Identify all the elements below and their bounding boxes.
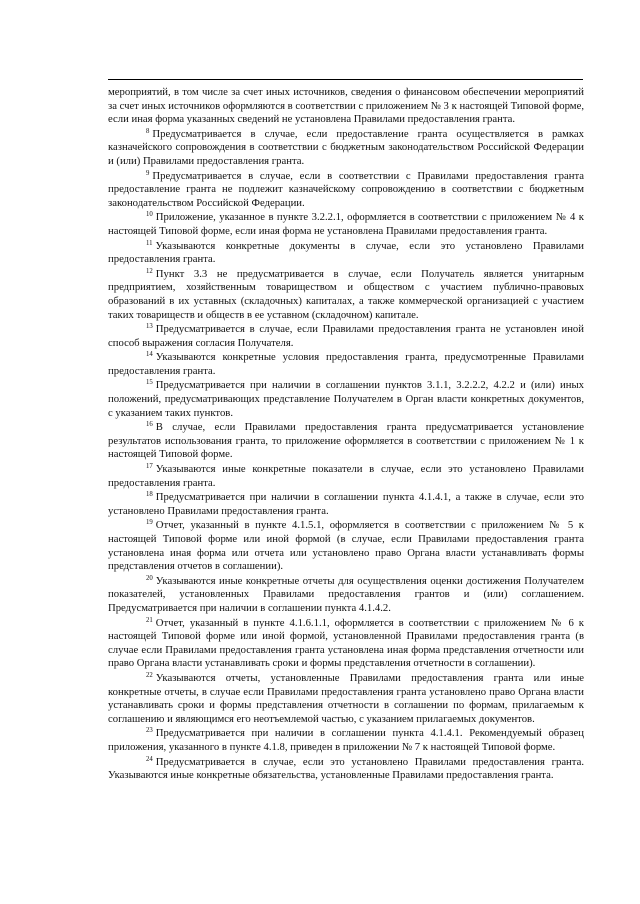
footnote-number: 12 — [146, 267, 153, 275]
footnote — [108, 211, 584, 238]
footnote-number: 13 — [146, 323, 153, 331]
footnote — [108, 491, 584, 518]
footnote-text: мероприятий, в том числе за счет иных источников, сведения о финансовом обеспечении мероприятий за счет иных источников оформляются в соответствии с приложением № 3 к настоящей Типовой форме, если иная форма указанных сведений не установлена Правилами предоставления гранта. — [108, 86, 584, 126]
footnote-text: Предусматривается в случае, если Правилами предоставления гранта не установлен иной способ выражения согласия Получателя. — [108, 323, 584, 349]
footnote — [108, 463, 584, 490]
footnote — [108, 128, 584, 169]
footnote-number: 14 — [146, 351, 153, 359]
footnote-text: Отчет, указанный в пункте 4.1.5.1, оформляется в соответствии с приложением № 5 к настоящей Типовой форме или иной формой (в случае, если Правилами предоставления гранта установлена иная форма или отчета или установлено право Органа власти устанавливать формы представления отчетов в соглашении). — [108, 519, 584, 573]
footnote-text: Предусматривается при наличии в соглашении пунктов 3.1.1, 3.2.2.2, 4.2.2 и (или) иных положений, предусматривающих представление Получателем в Орган власти конкретных документов, с указанием таких пунктов. — [108, 379, 584, 419]
footnote-number: 9 — [146, 169, 150, 177]
footnote-number: 8 — [146, 127, 150, 135]
footnote-number: 10 — [146, 211, 153, 219]
footnote-text: Приложение, указанное в пункте 3.2.2.1, оформляется в соответствии с приложением № 4 к настоящей Типовой форме, если иная форма не установлена Правилами предоставления гранта. — [108, 211, 584, 237]
footnote — [108, 170, 584, 211]
footnote-text: Указываются иные конкретные показатели в случае, если это установлено Правилами предоставления гранта. — [108, 463, 584, 489]
footnote-number: 20 — [146, 574, 153, 582]
footnote-number: 11 — [146, 239, 153, 247]
footnote-number: 22 — [146, 671, 153, 679]
footnote-number: 19 — [146, 519, 153, 527]
footnote-text: Предусматривается в случае, если предоставление гранта осуществляется в рамках казначейского сопровождения в соответствии с бюджетным законодательством Российской Федерации и (или) Правилами предоставления гранта. — [108, 127, 584, 167]
footnote — [108, 756, 584, 783]
footnote — [108, 672, 584, 726]
footnote-text: Предусматривается при наличии в соглашении пункта 4.1.4.1, а также в случае, если это установлено Правилами предоставления гранта. — [108, 491, 584, 517]
footnote — [108, 617, 584, 671]
footnote-text: Предусматривается при наличии в соглашении пункта 4.1.4.1. Рекомендуемый образец приложения, указанного в пункте 4.1.8, приведен в приложении № 7 к настоящей Типовой форме. — [108, 727, 584, 753]
footnote-number: 17 — [146, 463, 153, 471]
footnote-text: Указываются отчеты, установленные Правилами предоставления гранта или иные конкретные отчеты, в случае если Правилами предоставления гранта установлено право Органа власти устанавливать сроки и формы представления отчетности в соглашении по формам, прилагаемым к соглашению и являющимся его неотъемлемой частью, с указанием прилагаемых документов. — [108, 671, 584, 725]
footnote-separator — [108, 79, 583, 80]
footnote — [108, 240, 584, 267]
footnote-text: Предусматривается в случае, если в соответствии с Правилами предоставления гранта предоставление гранта не подлежит казначейскому сопровождению в соответствии с бюджетным законодательством Российской Федерации. — [108, 169, 584, 209]
footnote-continuation — [108, 86, 584, 127]
footnote-text: Указываются конкретные документы в случае, если это установлено Правилами предоставления гранта. — [108, 239, 584, 266]
footnote — [108, 727, 584, 754]
footnote — [108, 351, 584, 378]
footnote-text: Отчет, указанный в пункте 4.1.6.1.1, оформляется в соответствии с приложением № 6 к настоящей Типовой форме или иной формой, установленной Правилами предоставления гранта (в случае если Правилами предоставления гранта установлена иная форма представления отчетности или право Органа власти устанавливать сроки и формы представления отчетности в соглашении). — [108, 616, 584, 670]
footnote-number: 16 — [146, 421, 153, 429]
footnote-text: Указываются иные конкретные отчеты для осуществления оценки достижения Получателем показателей, установленных Правилами предоставления грантов и (или) соглашением. Предусматривается при наличии в соглашении пункта 4.1.4.2. — [108, 574, 584, 614]
footnote — [108, 323, 584, 350]
footnote — [108, 268, 584, 322]
footnote — [108, 575, 584, 616]
footnote-number: 23 — [146, 727, 153, 735]
footnote-text: В случае, если Правилами предоставления гранта предусматривается установление результатов использования гранта, то приложение оформляется в соответствии с приложением № 1 к настоящей Типовой форме. — [108, 421, 584, 461]
footnote-text: Указываются конкретные условия предоставления гранта, предусмотренные Правилами предоставления гранта. — [108, 351, 584, 377]
footnote-number: 24 — [146, 755, 153, 763]
footnote-text: Пункт 3.3 не предусматривается в случае, если Получатель является унитарным предприятием, хозяйственным товариществом и обществом с участием публично-правовых образований в их уставных (складочных) капиталах, а также коммерческой организацией с участием таких товариществ и обществ в ее уставном (складочном) капитале. — [108, 267, 584, 321]
footnote-number: 18 — [146, 491, 153, 499]
footnotes — [108, 86, 584, 784]
footnote-text: Предусматривается в случае, если это установлено Правилами предоставления гранта. Указываются иные конкретные обязательства, установленные Правилами предоставления гранта. — [108, 755, 584, 782]
footnote — [108, 421, 584, 462]
footnote — [108, 519, 584, 573]
footnote-number: 21 — [146, 616, 153, 624]
footnote — [108, 379, 584, 420]
footnote-number: 15 — [146, 379, 153, 387]
